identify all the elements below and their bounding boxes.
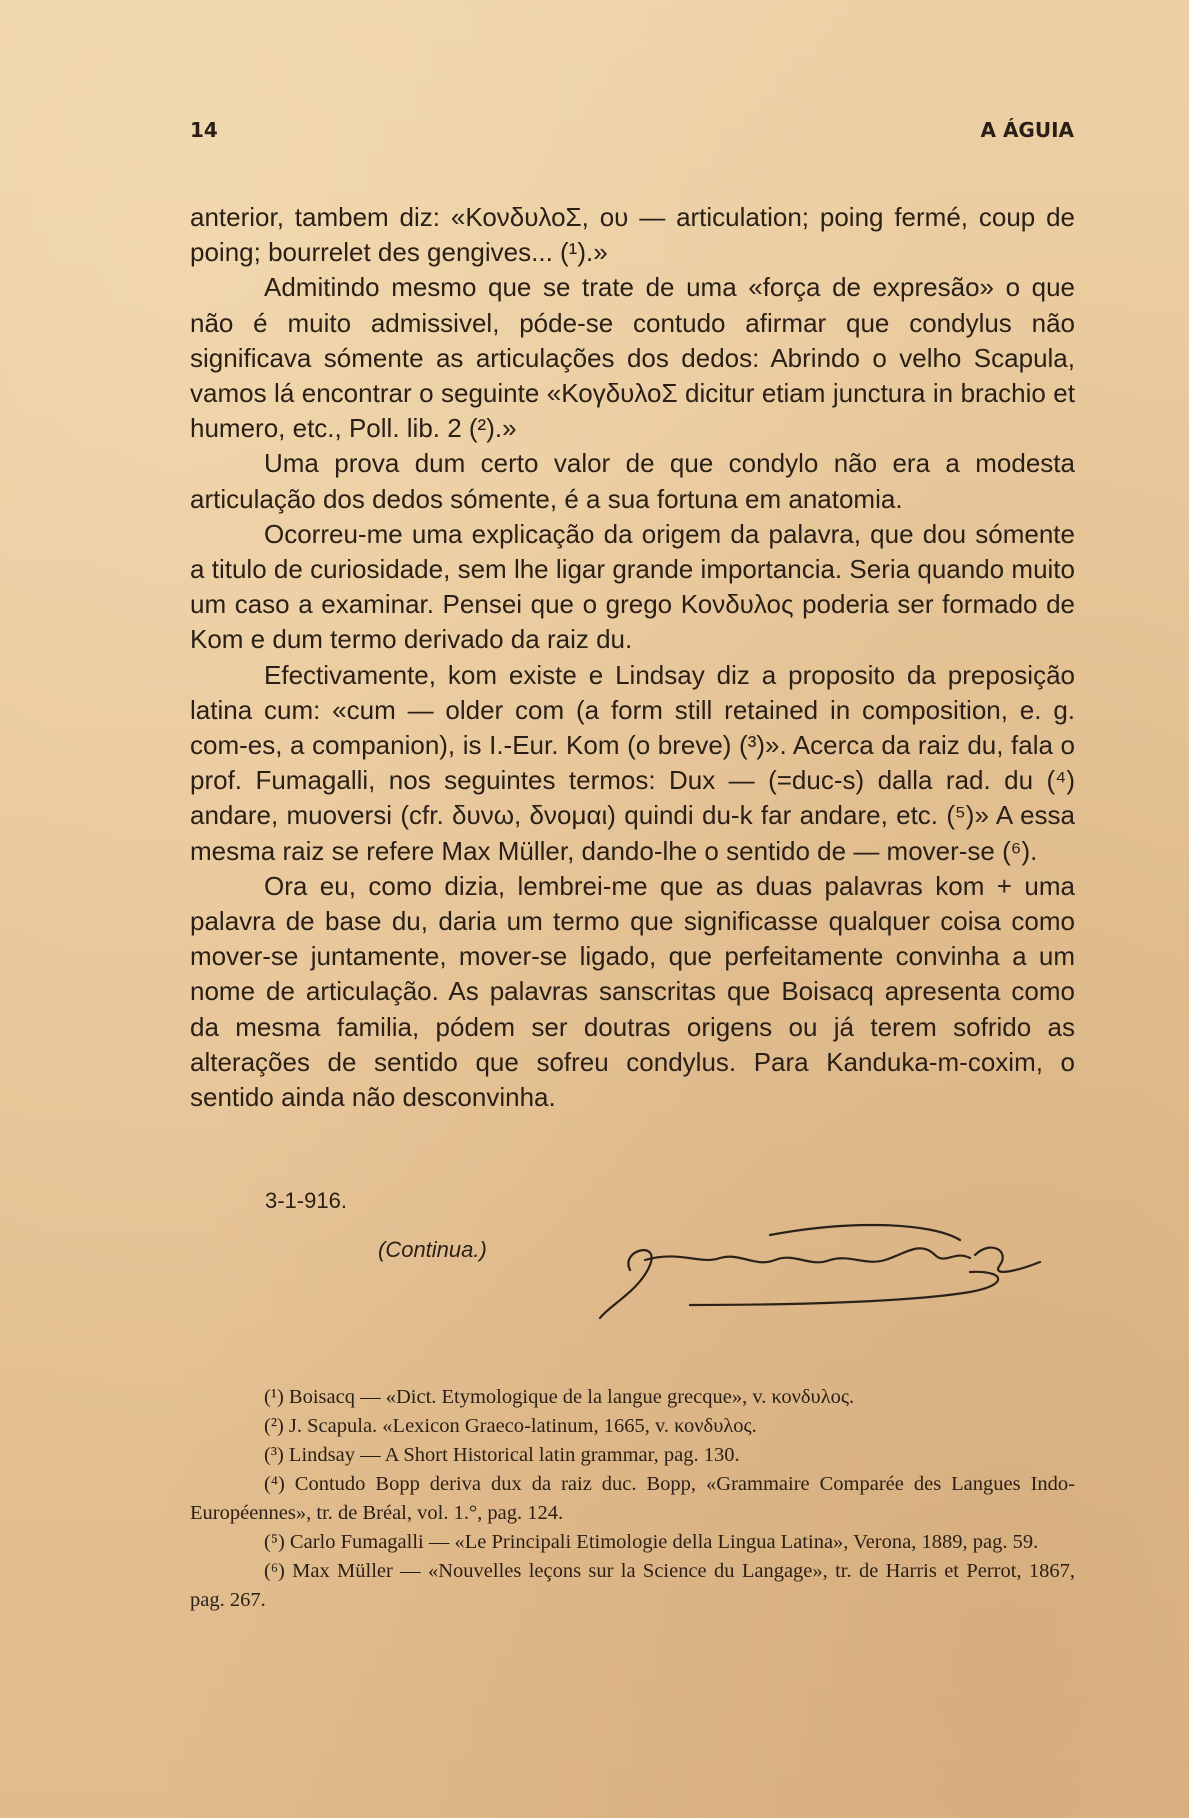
- page-number: 14: [190, 118, 218, 142]
- paragraph: Uma prova dum certo valor de que condylo não era a modesta articulação dos dedos sómente, é a sua fortuna em anatomia.: [190, 448, 1075, 514]
- footnote: (¹) Boisacq — «Dict. Etymologique de la langue grecque», v. κονδυλος.: [264, 1386, 855, 1408]
- page-header: [190, 118, 1074, 142]
- running-title: A ÁGUIA: [980, 118, 1074, 142]
- footnotes: [190, 1383, 1075, 1615]
- footnote: (⁶) Max Müller — «Nouvelles leçons sur la Science du Langage», tr. de Harris et Perrot, 1867, pag. 267.: [190, 1560, 1075, 1611]
- continua-note: (Continua.): [378, 1237, 487, 1262]
- paragraph: anterior, tambem diz: «ΚονδυλοΣ, ου — articulation; poing fermé, coup de poing; bourrelet des gengives... (¹).»: [190, 202, 1075, 268]
- paragraph: Admitindo mesmo que se trate de uma «força de expresão» o que não é muito admissivel, póde-se contudo afirmar que condylus não significava sómente as articulações dos dedos: Abrindo o velho Scapula, vamos lá encontrar o seguinte «ΚογδυλοΣ dicitur etiam junctura in brachio et humero, etc., Poll. lib. 2 (²).»: [190, 272, 1075, 444]
- article-body: [190, 200, 1075, 1115]
- footnote: (⁴) Contudo Bopp deriva dux da raiz duc. Bopp, «Grammaire Comparée des Langues Indo-Européennes», tr. de Bréal, vol. 1.°, pag. 124.: [190, 1473, 1075, 1524]
- footnote: (⁵) Carlo Fumagalli — «Le Principali Etimologie della Lingua Latina», Verona, 1889, pag. 59.: [264, 1531, 1039, 1553]
- signature: [590, 1210, 1050, 1320]
- paragraph: Ocorreu-me uma explicação da origem da palavra, que dou sómente a titulo de curiosidade, sem lhe ligar grande importancia. Seria quando muito um caso a examinar. Pensei que o grego Κονδυλος poderia ser formado de Kom e dum termo derivado da raiz du.: [190, 518, 1075, 655]
- paragraph: Efectivamente, kom existe e Lindsay diz a proposito da preposição latina cum: «cum — older com (a form still retained in composition, e. g. com-es, a companion), is I.-Eur. Kom (o breve) (³)». Acerca da raiz du, fala o prof. Fumagalli, nos seguintes termos: Dux — (=duc-s) dalla rad. du (⁴) andare, muoversi (cfr. δυνω, δνομαι) quindi du-k far andare, etc. (⁵)» A essa mesma raiz se refere Max Müller, dando-lhe o sentido de — mover-se (⁶).: [190, 659, 1075, 866]
- dateline: 3-1-916.: [265, 1188, 347, 1213]
- footnote: (²) J. Scapula. «Lexicon Graeco-latinum, 1665, v. κονδυλος.: [264, 1415, 757, 1437]
- footnote: (³) Lindsay — A Short Historical latin grammar, pag. 130.: [264, 1444, 740, 1466]
- paragraph: Ora eu, como dizia, lembrei-me que as duas palavras kom + uma palavra de base du, daria um termo que significasse qualquer coisa como mover-se juntamente, mover-se ligado, que perfeitamente convinha a um nome de articulação. As palavras sanscritas que Boisacq apresenta como da mesma familia, pódem ser doutras origens ou já terem sofrido as alterações de sentido que sofreu condylus. Para Kanduka-m-coxim, o sentido ainda não desconvinha.: [190, 870, 1075, 1113]
